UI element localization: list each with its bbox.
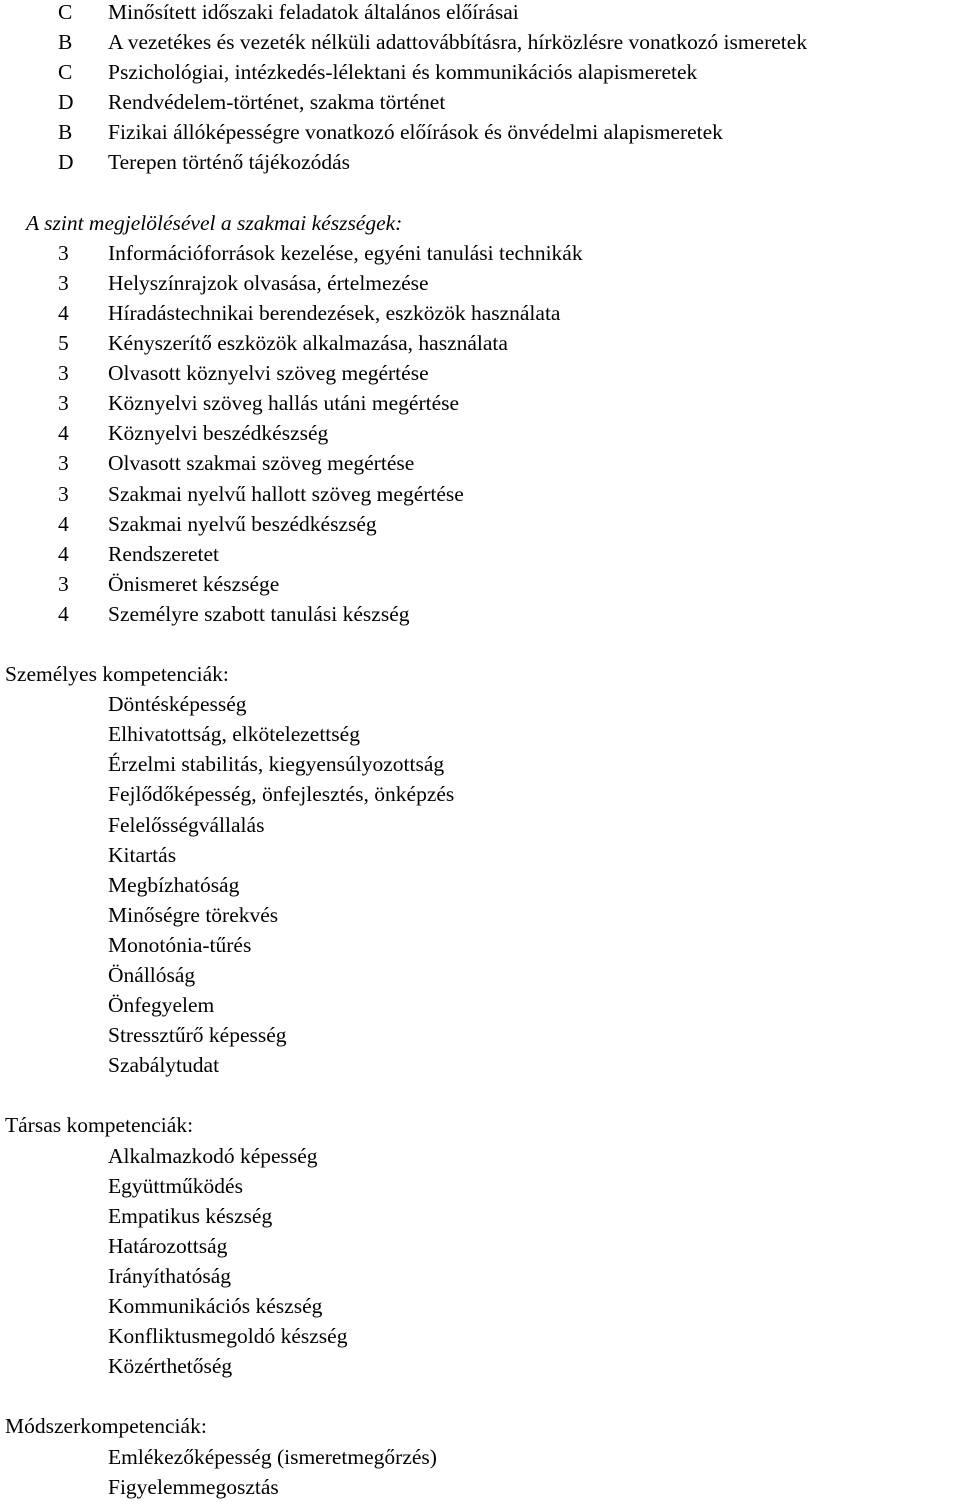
- list-item: Stressztűrő képesség: [108, 1023, 287, 1048]
- skill-text: Rendszeretet: [108, 541, 220, 566]
- topic-level: D: [58, 90, 74, 115]
- skill-row: [0, 418, 960, 448]
- list-item: Figyelemmegosztás: [108, 1474, 279, 1499]
- topic-row: [0, 147, 960, 177]
- topic-level: B: [58, 120, 73, 145]
- skill-text: Olvasott köznyelvi szöveg megértése: [108, 361, 429, 386]
- topic-level: C: [58, 60, 73, 85]
- skill-level: 4: [58, 300, 69, 325]
- personal-competencies: [0, 659, 960, 1080]
- skill-text: Olvasott szakmai szöveg megértése: [108, 451, 415, 476]
- spacer: [0, 1381, 960, 1411]
- skill-text: Helyszínrajzok olvasása, értelmezése: [108, 270, 429, 295]
- skills-section: [0, 208, 960, 629]
- topic-row: [0, 57, 960, 87]
- spacer: [0, 629, 960, 659]
- skill-text: Köznyelvi beszédkészség: [108, 421, 329, 446]
- skill-level: 3: [58, 361, 69, 386]
- skill-level: 3: [58, 270, 69, 295]
- list-item: Megbízhatóság: [108, 872, 240, 897]
- topic-level: D: [58, 150, 74, 175]
- list-item: Döntésképesség: [108, 692, 247, 717]
- skill-level: 5: [58, 331, 69, 356]
- skill-row: [0, 328, 960, 358]
- skill-text: Szakmai nyelvű hallott szöveg megértése: [108, 481, 464, 506]
- skill-text: Személyre szabott tanulási készség: [108, 601, 410, 626]
- skill-level: 3: [58, 451, 69, 476]
- list-item: Közérthetőség: [108, 1354, 233, 1379]
- topic-text: Rendvédelem-történet, szakma történet: [108, 90, 446, 115]
- skill-row: [0, 479, 960, 509]
- list-item: Szabálytudat: [108, 1053, 220, 1078]
- topic-level: B: [58, 30, 73, 55]
- list-item: Kommunikációs készség: [108, 1294, 323, 1319]
- skill-level: 3: [58, 391, 69, 416]
- spacer: [0, 178, 960, 208]
- list-item: Minőségre törekvés: [108, 902, 279, 927]
- list-item: Monotónia-tűrés: [108, 932, 252, 957]
- social-competencies: [0, 1110, 960, 1381]
- list-item: Határozottság: [108, 1233, 228, 1258]
- skill-row: [0, 509, 960, 539]
- skill-level: 3: [58, 481, 69, 506]
- skill-row: [0, 238, 960, 268]
- list-item: Empatikus készség: [108, 1203, 273, 1228]
- topics-list: [0, 0, 960, 178]
- skill-row: [0, 298, 960, 328]
- skill-level: 4: [58, 511, 69, 536]
- skill-level: 4: [58, 541, 69, 566]
- skill-row: [0, 599, 960, 629]
- list-item: Önállóság: [108, 963, 196, 987]
- list-item: Kitartás: [108, 842, 177, 867]
- list-item: Fejlődőképesség, önfejlesztés, önképzés: [108, 782, 455, 807]
- topic-text: Fizikai állóképességre vonatkozó előírások és önvédelmi alapismeretek: [108, 120, 723, 145]
- list-item: Felelősségvállalás: [108, 812, 265, 837]
- skill-row: [0, 448, 960, 478]
- skill-text: Információforrások kezelése, egyéni tanulási technikák: [108, 240, 583, 265]
- skill-row: [0, 358, 960, 388]
- skill-text: Híradástechnikai berendezések, eszközök használata: [108, 300, 561, 325]
- skill-row: [0, 388, 960, 418]
- method-competencies: [0, 1411, 960, 1501]
- spacer: [0, 1080, 960, 1110]
- list-item: Irányíthatóság: [108, 1263, 231, 1288]
- topic-row: [0, 87, 960, 117]
- list-item: Érzelmi stabilitás, kiegyensúlyozottság: [108, 752, 445, 777]
- social-competencies-title: Társas kompetenciák:: [5, 1113, 194, 1138]
- skill-text: Önismeret készsége: [108, 571, 280, 596]
- skill-row: [0, 569, 960, 599]
- topic-row: [0, 0, 960, 27]
- skill-text: Szakmai nyelvű beszédkészség: [108, 511, 377, 536]
- skill-level: 3: [58, 240, 69, 265]
- method-competencies-title: Módszerkompetenciák:: [5, 1414, 207, 1439]
- topic-text: A vezetékes és vezeték nélküli adattovábbításra, hírközlésre vonatkozó ismeretek: [108, 30, 808, 55]
- topic-text: Pszichológiai, intézkedés-lélektani és kommunikációs alapismeretek: [108, 60, 698, 85]
- list-item: Alkalmazkodó képesség: [108, 1143, 318, 1168]
- topic-row: [0, 117, 960, 147]
- topic-text: Terepen történő tájékozódás: [108, 150, 351, 175]
- skill-level: 4: [58, 601, 69, 626]
- list-item: Együttműködés: [108, 1173, 243, 1198]
- topic-level: C: [58, 0, 73, 24]
- skill-level: 4: [58, 421, 69, 446]
- skill-text: Kényszerítő eszközök alkalmazása, használata: [108, 331, 508, 356]
- skill-row: [0, 268, 960, 298]
- skill-level: 3: [58, 571, 69, 596]
- personal-competencies-title: Személyes kompetenciák:: [5, 662, 229, 687]
- topic-row: [0, 27, 960, 57]
- topic-text: Minősített időszaki feladatok általános előírásai: [108, 0, 519, 24]
- skills-heading: A szint megjelölésével a szakmai készségek:: [26, 210, 403, 235]
- list-item: Emlékezőképesség (ismeretmegőrzés): [108, 1444, 437, 1469]
- list-item: Önfegyelem: [108, 993, 215, 1018]
- skill-row: [0, 539, 960, 569]
- list-item: Konfliktusmegoldó készség: [108, 1324, 348, 1349]
- skill-text: Köznyelvi szöveg hallás utáni megértése: [108, 391, 460, 416]
- list-item: Elhivatottság, elkötelezettség: [108, 722, 360, 747]
